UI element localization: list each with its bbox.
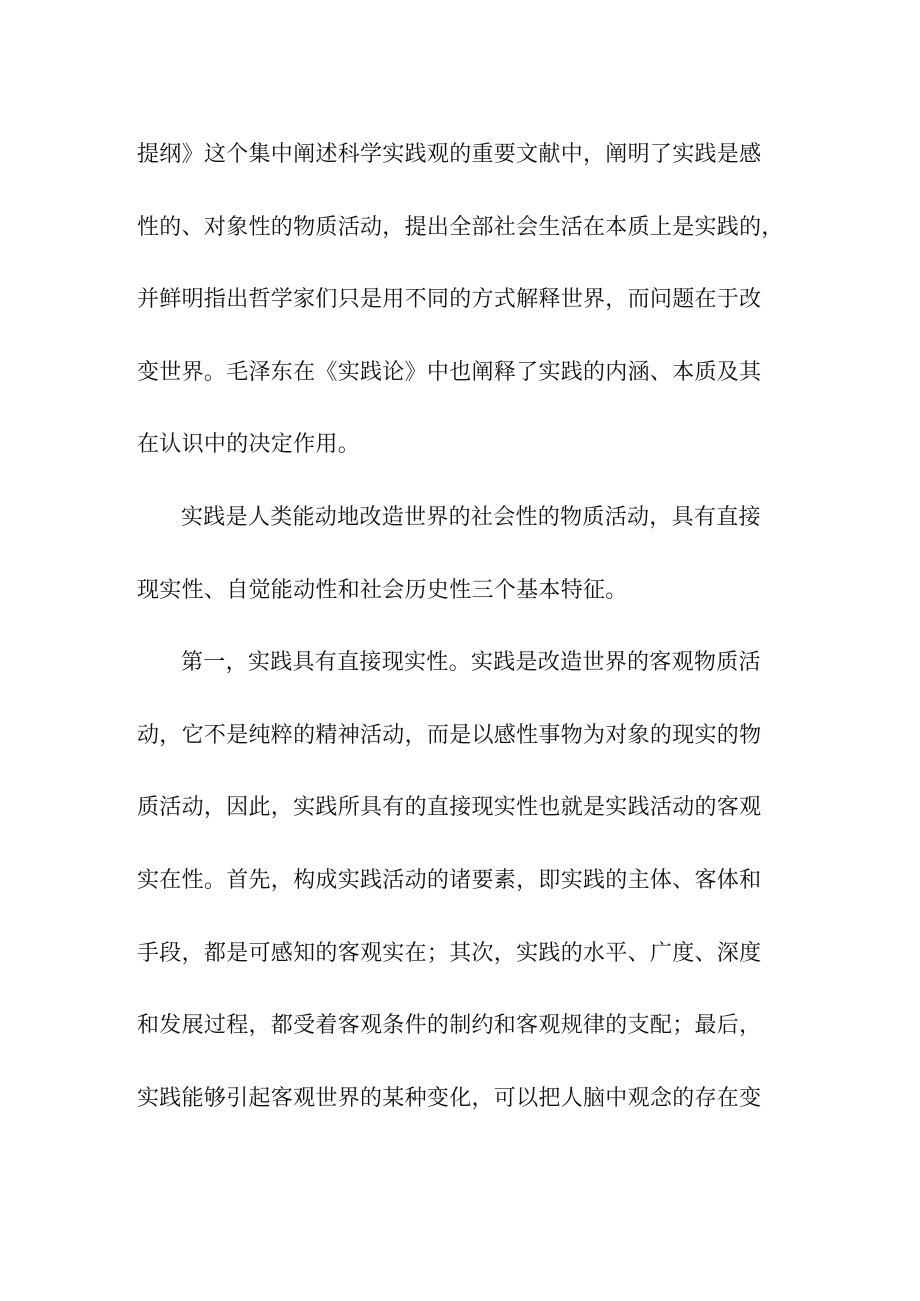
text-line: 手段，都是可感知的客观实在；其次，实践的水平、广度、深度 xyxy=(137,940,762,966)
paragraph-first-line: 第一，实践具有直接现实性。实践是改造世界的客观物质活 xyxy=(181,650,761,676)
text-line: 和发展过程，都受着客观条件的制约和客观规律的支配；最后， xyxy=(137,1013,762,1039)
text-line: 质活动，因此，实践所具有的直接现实性也就是实践活动的客观 xyxy=(137,795,762,821)
body-text xyxy=(137,143,797,1159)
text-line: 实践能够引起客观世界的某种变化，可以把人脑中观念的存在变 xyxy=(137,1085,762,1111)
text-line: 变世界。毛泽东在《实践论》中也阐释了实践的内涵、本质及其 xyxy=(137,359,762,385)
paragraph-first-line: 实践是人类能动地改造世界的社会性的物质活动，具有直接 xyxy=(181,504,761,530)
text-line: 性的、对象性的物质活动，提出全部社会生活在本质上是实践的， xyxy=(137,214,784,240)
text-line: 并鲜明指出哲学家们只是用不同的方式解释世界，而问题在于改 xyxy=(137,287,762,313)
text-line: 提纲》这个集中阐述科学实践观的重要文献中，阐明了实践是感 xyxy=(137,142,762,167)
text-line: 动，它不是纯粹的精神活动，而是以感性事物为对象的现实的物 xyxy=(137,722,762,748)
text-line: 现实性、自觉能动性和社会历史性三个基本特征。 xyxy=(137,577,628,603)
text-line: 在认识中的决定作用。 xyxy=(137,432,361,458)
text-line: 实在性。首先，构成实践活动的诸要素，即实践的主体、客体和 xyxy=(137,867,762,893)
